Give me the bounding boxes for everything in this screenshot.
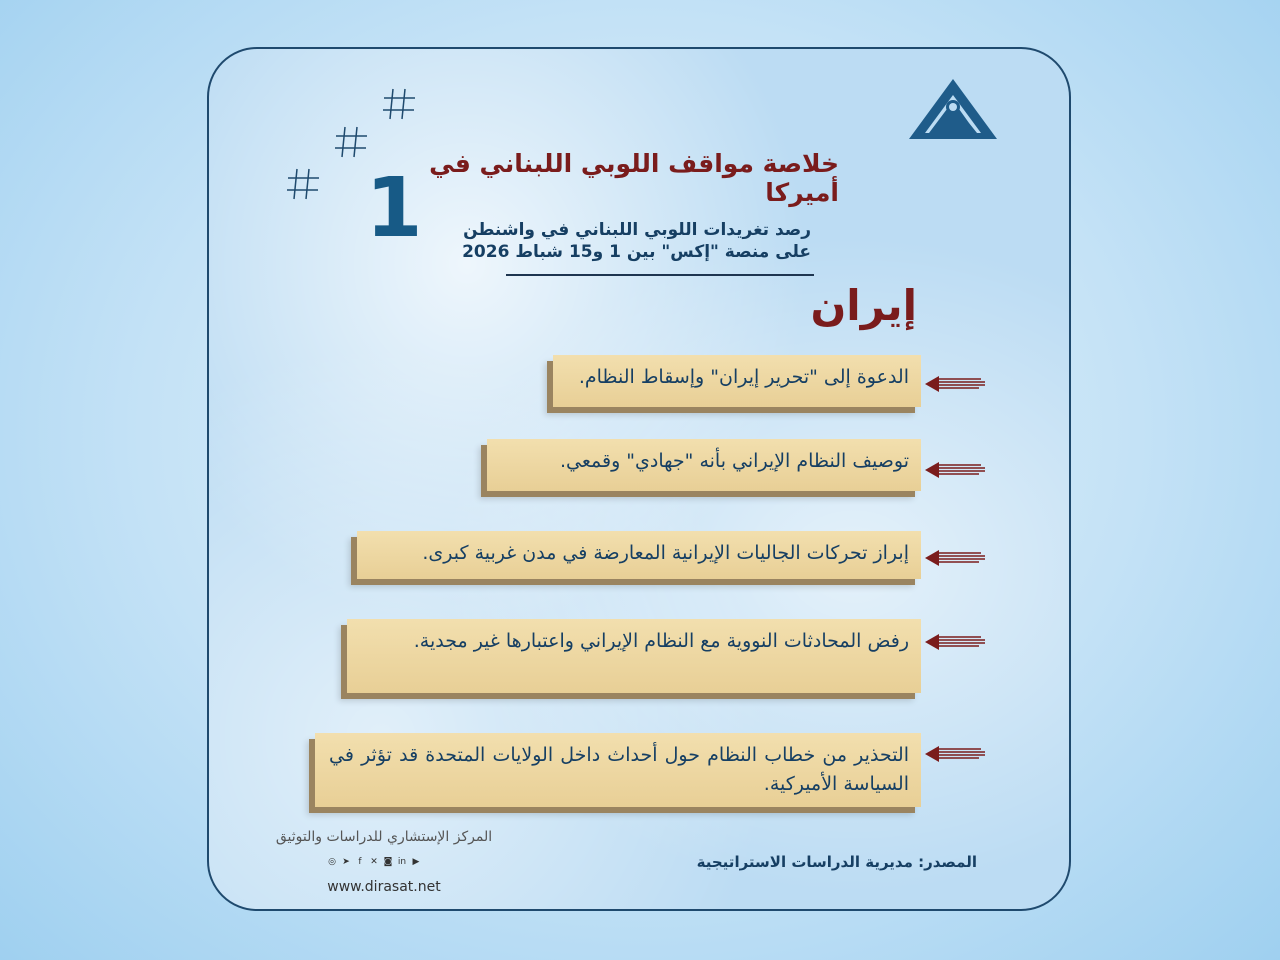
x-icon[interactable]: ✕ bbox=[370, 857, 378, 867]
subtitle-divider bbox=[506, 274, 814, 276]
linkedin-icon[interactable]: in bbox=[397, 857, 407, 867]
youtube-icon[interactable]: ▶ bbox=[412, 857, 420, 867]
website-link[interactable]: www.dirasat.net bbox=[327, 879, 441, 895]
list-item-text: إبراز تحركات الجاليات الإيرانية المعارضة في مدن غربية كبرى. bbox=[422, 542, 909, 564]
arrow-left-icon bbox=[925, 745, 985, 763]
logo-icon bbox=[907, 77, 999, 143]
source-credit: المصدر: مديرية الدراسات الاستراتيجية bbox=[696, 853, 977, 871]
list-item bbox=[315, 733, 921, 807]
arrow-left-icon bbox=[925, 549, 985, 567]
issue-number: 1 bbox=[365, 161, 423, 256]
list-item-text: رفض المحادثات النووية مع النظام الإيراني واعتبارها غير مجدية. bbox=[413, 630, 909, 652]
arrow-left-icon bbox=[925, 375, 985, 393]
social-icons bbox=[327, 857, 421, 867]
subtitle-line-1: رصد تغريدات اللوبي اللبناني في واشنطن bbox=[463, 220, 811, 240]
organization-name: المركز الإستشاري للدراسات والتوثيق bbox=[275, 829, 493, 845]
list-item-text: الدعوة إلى "تحرير إيران" وإسقاط النظام. bbox=[578, 366, 909, 388]
list-item-text: التحذير من خطاب النظام حول أحداث داخل الولايات المتحدة قد تؤثر في السياسة الأميركية. bbox=[329, 744, 909, 795]
page-title: خلاصة مواقف اللوبي اللبناني في أميركا bbox=[429, 149, 839, 207]
arrow-left-icon bbox=[925, 461, 985, 479]
hashtag-icon bbox=[381, 87, 417, 121]
list-item bbox=[487, 439, 921, 491]
section-title: إيران bbox=[810, 281, 917, 330]
telegram-icon[interactable]: ➤ bbox=[342, 857, 350, 867]
list-item bbox=[357, 531, 921, 579]
hashtag-icon bbox=[285, 167, 321, 201]
whatsapp-icon[interactable]: ◎ bbox=[328, 857, 336, 867]
list-item-text: توصيف النظام الإيراني بأنه "جهادي" وقمعي. bbox=[559, 450, 909, 472]
subtitle-line-2: على منصة "إكس" بين 1 و15 شباط 2026 bbox=[462, 242, 811, 262]
infographic-card bbox=[207, 47, 1071, 911]
list-item bbox=[553, 355, 921, 407]
instagram-icon[interactable]: ◙ bbox=[383, 857, 393, 867]
list-item bbox=[347, 619, 921, 693]
subtitle bbox=[391, 219, 811, 263]
facebook-icon[interactable]: f bbox=[358, 857, 362, 867]
arrow-left-icon bbox=[925, 633, 985, 651]
